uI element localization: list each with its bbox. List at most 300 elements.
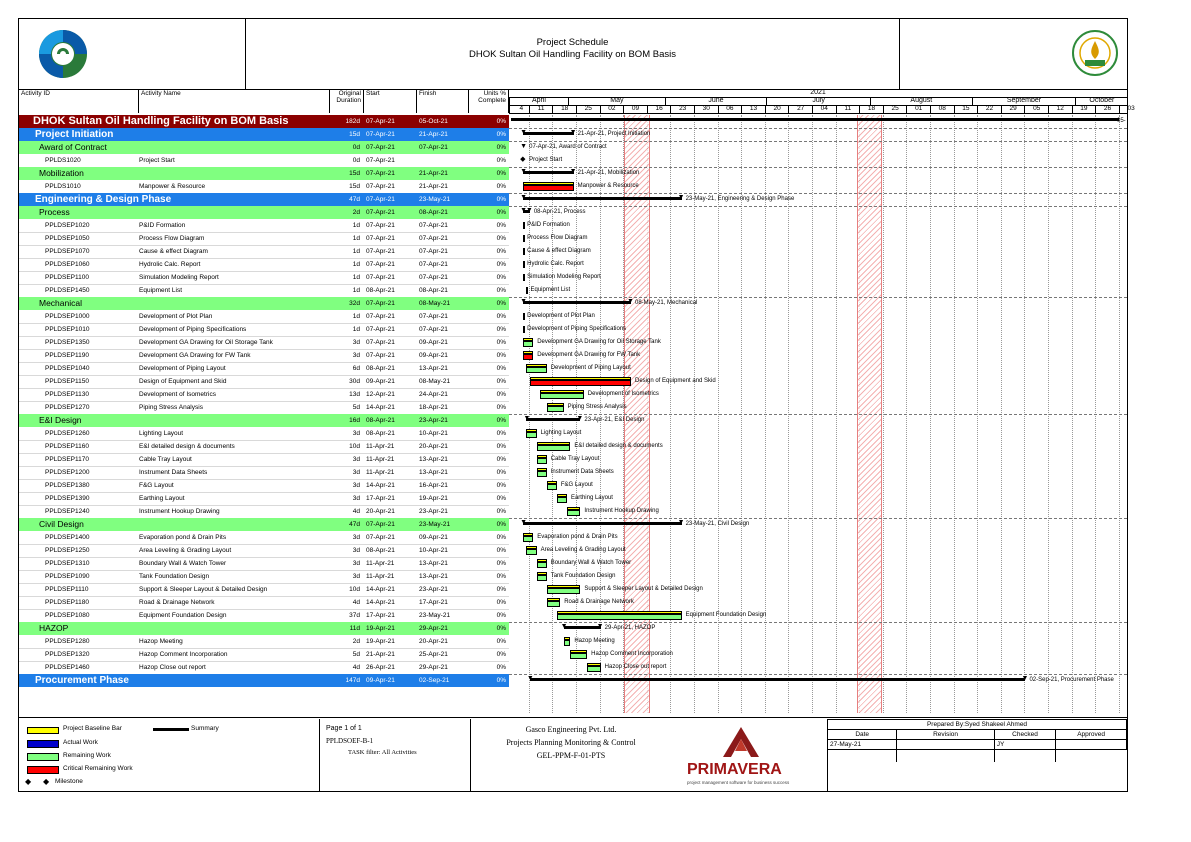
activity-row[interactable] [19, 596, 509, 610]
col-header-start[interactable]: Start [364, 89, 417, 113]
activity-name: Cause & effect Diagram [139, 248, 208, 255]
activity-duration: 1d [352, 313, 360, 320]
th-checked: Checked [994, 730, 1056, 740]
activity-id: PPLDSEP1010 [45, 326, 90, 333]
activity-pct: 0% [496, 456, 506, 463]
summary-end-cap: ▼ [677, 194, 685, 201]
activity-name: E&I detailed design & documents [139, 443, 235, 450]
activity-bar [537, 445, 571, 451]
summary-start-cap: ▼ [520, 194, 528, 201]
col-header-duration[interactable]: Original Duration [330, 89, 364, 113]
timescale-week: 05 [1024, 105, 1048, 113]
activity-finish: 10-Apr-21 [419, 547, 448, 554]
activity-row[interactable] [19, 375, 509, 389]
gantt-bar-label: Cable Tray Layout [550, 456, 600, 462]
legend-actual-label: Actual Work [63, 739, 98, 746]
activity-finish: 13-Apr-21 [419, 560, 448, 567]
activity-bar [557, 497, 567, 503]
summary-start-cap: ▼ [520, 168, 528, 175]
activity-start: 14-Apr-21 [366, 404, 395, 411]
activity-id: PPLDSEP1450 [45, 287, 90, 294]
layout-code: PPLDSOEF-B-1 [326, 737, 374, 745]
company-name: Gasco Engineering Pvt. Ltd. [525, 725, 617, 734]
activity-name: Hazop Close out report [139, 664, 206, 671]
activity-finish: 23-Apr-21 [419, 586, 448, 593]
activity-row[interactable] [19, 609, 509, 623]
activity-id: Project Initiation [35, 129, 114, 140]
activity-finish: 25-Apr-21 [419, 651, 448, 658]
timescale-week: 15 [954, 105, 978, 113]
activity-pct: 0% [496, 547, 506, 554]
activity-row[interactable] [19, 323, 509, 337]
gantt-bar-label: Simulation Modeling Report [527, 274, 601, 280]
gantt-bar-label: 29-Apr-21, HAZOP [604, 625, 656, 631]
wbs-row[interactable] [19, 128, 509, 141]
activity-id: PPLDSEP1350 [45, 339, 90, 346]
gantt-bar-label: 08-May-21, Mechanical [635, 300, 698, 306]
th-revision: Revision [897, 730, 994, 740]
activity-pct: 0% [496, 300, 506, 307]
activity-start: 11-Apr-21 [366, 573, 395, 580]
activity-finish: 07-Apr-21 [419, 261, 448, 268]
summary-bar [523, 132, 574, 135]
ppl-seal-icon [1071, 29, 1119, 77]
activity-bar [523, 536, 533, 542]
summary-end-cap: ▼ [569, 168, 577, 175]
summary-end-cap: ▼ [627, 298, 634, 305]
gantt-bar-label: Earthing Layout [570, 495, 613, 501]
legend-baseline-swatch [27, 727, 59, 734]
gantt-bar-label: Cause & effect Diagram [527, 248, 591, 254]
timescale-week: 11 [529, 105, 553, 113]
activity-duration: 4d [352, 508, 360, 515]
activity-pct: 0% [496, 378, 506, 385]
timescale-month: August [870, 97, 971, 105]
activity-id: Engineering & Design Phase [35, 194, 172, 205]
activity-finish: 21-Apr-21 [419, 131, 448, 138]
gantt-chart [509, 115, 1127, 713]
activity-finish: 07-Apr-21 [419, 326, 448, 333]
activity-id: Mobilization [39, 168, 84, 178]
activity-bar [523, 274, 525, 281]
activity-name: Development of Plot Plan [139, 313, 213, 320]
activity-pct: 0% [496, 625, 506, 632]
timescale-year: 2021 [509, 89, 1127, 98]
activity-start: 08-Apr-21 [366, 430, 395, 437]
activity-start: 09-Apr-21 [366, 378, 395, 385]
activity-finish: 09-Apr-21 [419, 352, 448, 359]
gantt-bar-label: Area Leveling & Grading Layout [540, 547, 626, 553]
activity-row[interactable] [19, 544, 509, 558]
activity-bar [523, 261, 525, 268]
activity-start: 14-Apr-21 [366, 599, 395, 606]
activity-finish: 21-Apr-21 [419, 183, 448, 190]
gantt-bar-label: Process Flow Diagram [527, 235, 588, 241]
gantt-bar-label: 08-Apr-21, Process [533, 209, 586, 215]
activity-finish: 29-Apr-21 [419, 625, 448, 632]
activity-id: PPLDSEP1270 [45, 404, 90, 411]
activity-row[interactable] [19, 284, 509, 298]
activity-row[interactable] [19, 453, 509, 467]
activity-start: 21-Apr-21 [366, 651, 395, 658]
col-header-id[interactable]: Activity ID [19, 89, 139, 113]
timescale-week: 19 [1072, 105, 1096, 113]
activity-start: 07-Apr-21 [366, 144, 395, 151]
activity-id: Award of Contract [39, 142, 107, 152]
activity-start: 09-Apr-21 [366, 677, 395, 684]
legend-critical-swatch [27, 766, 59, 774]
project-row[interactable] [19, 115, 509, 128]
activity-pct: 0% [496, 170, 506, 177]
activity-pct: 0% [496, 235, 506, 242]
activity-finish: 08-May-21 [419, 378, 451, 385]
activity-start: 07-Apr-21 [366, 326, 395, 333]
timescale-week: 12 [1048, 105, 1072, 113]
activity-name: Design of Equipment and Skid [139, 378, 227, 385]
activity-row[interactable] [19, 583, 509, 597]
activity-pct: 0% [496, 248, 506, 255]
activity-row[interactable] [19, 219, 509, 233]
activity-duration: 1d [352, 287, 360, 294]
primavera-brand: PRIMAVERA [687, 761, 782, 778]
activity-name: Instrument Data Sheets [139, 469, 208, 476]
task-filter: TASK filter: All Activities [348, 749, 417, 756]
activity-start: 07-Apr-21 [366, 196, 395, 203]
activity-pct: 0% [496, 417, 506, 424]
activity-row[interactable] [19, 492, 509, 506]
activity-start: 11-Apr-21 [366, 560, 395, 567]
activity-pct: 0% [496, 638, 506, 645]
activity-row[interactable] [19, 258, 509, 272]
activity-start: 07-Apr-21 [366, 248, 395, 255]
activity-id: PPLDSEP1070 [45, 248, 90, 255]
activity-pct: 0% [496, 209, 506, 216]
activity-start: 20-Apr-21 [366, 508, 395, 515]
activity-row[interactable] [19, 349, 509, 363]
activity-id: PPLDS1010 [45, 183, 81, 190]
wbs-row[interactable] [19, 167, 509, 180]
activity-start: 19-Apr-21 [366, 625, 395, 632]
activity-name: Evaporation pond & Drain Pits [139, 534, 227, 541]
wbs-row[interactable] [19, 414, 509, 427]
th-approved: Approved [1056, 730, 1127, 740]
activity-start: 07-Apr-21 [366, 274, 395, 281]
activity-finish: 18-Apr-21 [419, 404, 448, 411]
activity-name: F&G Layout [139, 482, 174, 489]
activity-finish: 02-Sep-21 [419, 677, 450, 684]
activity-id: PPLDSEP1090 [45, 573, 90, 580]
activity-start: 07-Apr-21 [366, 209, 395, 216]
activity-finish: 09-Apr-21 [419, 339, 448, 346]
summary-end-cap: ▼ [596, 623, 604, 630]
activity-duration: 147d [345, 677, 360, 684]
wbs-row[interactable] [19, 297, 509, 310]
activity-bar [587, 666, 600, 672]
gantt-bar-label: Hazop Comment Incorporation [591, 651, 673, 657]
legend-remaining-label: Remaining Work [63, 752, 111, 759]
activity-duration: 1d [352, 235, 360, 242]
gantt-bar-label: Design of Equipment and Skid [635, 378, 716, 384]
activity-start: 07-Apr-21 [366, 235, 395, 242]
gantt-bar-label: 23-May-21, Civil Design [685, 521, 750, 527]
activity-pct: 0% [496, 560, 506, 567]
activity-pct: 0% [496, 612, 506, 619]
activity-pct: 0% [496, 469, 506, 476]
gridline-group [509, 141, 1127, 142]
col-header-finish[interactable]: Finish [417, 89, 469, 113]
milestone-diamond-icon: ◆ [520, 156, 526, 163]
activity-bar [523, 341, 533, 347]
activity-row[interactable] [19, 570, 509, 584]
activity-name: Cable Tray Layout [139, 456, 192, 463]
gantt-bar-label: Piping Stress Analysis [567, 404, 627, 410]
title-line-1: Project Schedule [536, 37, 609, 48]
activity-duration: 47d [349, 521, 360, 528]
gantt-bar-label: Hydrolic Calc. Report [527, 261, 584, 267]
activity-pct: 0% [496, 157, 506, 164]
activity-pct: 0% [496, 144, 506, 151]
timescale-week: 29 [1001, 105, 1025, 113]
activity-bar [547, 484, 557, 490]
activity-duration: 4d [352, 599, 360, 606]
activity-name: Development of Isometrics [139, 391, 216, 398]
activity-start: 07-Apr-21 [366, 313, 395, 320]
wbs-row[interactable] [19, 141, 509, 154]
form-number: GEL-PPM-F-01-PTS [536, 751, 606, 760]
activity-finish: 13-Apr-21 [419, 469, 448, 476]
gantt-bar-label: P&ID Formation [527, 222, 570, 228]
activity-bar [523, 185, 574, 191]
activity-row[interactable] [19, 310, 509, 324]
activity-bar [523, 248, 525, 255]
wbs-row[interactable] [19, 622, 509, 635]
timescale-week: 22 [977, 105, 1001, 113]
activity-row[interactable] [19, 505, 509, 519]
activity-row[interactable] [19, 466, 509, 480]
activity-id: PPLDSEP1200 [45, 469, 90, 476]
activity-bar [526, 287, 528, 294]
summary-bar [511, 118, 1119, 121]
activity-row[interactable] [19, 362, 509, 376]
activity-name: Earthing Layout [139, 495, 185, 502]
gantt-bar-label: Evaporation pond & Drain Pits [537, 534, 618, 540]
summary-end-cap: ▼ [525, 207, 533, 214]
timescale-month: April [509, 97, 568, 105]
activity-bar [557, 614, 682, 620]
col-header-name[interactable]: Activity Name [139, 89, 330, 113]
company-logo-right [901, 19, 1127, 89]
timescale-week: 01 [906, 105, 930, 113]
activity-bar [530, 380, 631, 386]
wbs-row[interactable] [19, 206, 509, 219]
wbs-row[interactable] [19, 193, 509, 206]
gantt-bar-label: Tank Foundation Design [550, 573, 616, 579]
activity-name: Hazop Comment Incorporation [139, 651, 228, 658]
activity-finish: 21-Apr-21 [419, 170, 448, 177]
activity-pct: 0% [496, 261, 506, 268]
activity-row[interactable] [19, 661, 509, 675]
gantt-bar-label: E&I detailed design & documents [574, 443, 663, 449]
activity-id: Mechanical [39, 298, 82, 308]
activity-duration: 4d [352, 664, 360, 671]
gantt-bar-label: Development of Piping Layout [550, 365, 631, 371]
activity-row[interactable] [19, 388, 509, 402]
activity-id: Process [39, 207, 70, 217]
activity-row[interactable] [19, 648, 509, 662]
activity-start: 19-Apr-21 [366, 638, 395, 645]
activity-id: PPLDSEP1390 [45, 495, 90, 502]
activity-pct: 0% [496, 651, 506, 658]
page-header [19, 19, 1127, 90]
activity-finish: 23-Apr-21 [419, 417, 448, 424]
th-date: Date [828, 730, 897, 740]
activity-duration: 30d [349, 378, 360, 385]
activity-finish: 07-Apr-21 [419, 248, 448, 255]
activity-id: PPLDSEP1250 [45, 547, 90, 554]
activity-start: 07-Apr-21 [366, 352, 395, 359]
activity-row[interactable] [19, 401, 509, 415]
milestone-diamond-icon: ▼ [520, 143, 528, 150]
gantt-bar-label: Project Start [529, 157, 563, 163]
summary-bar [526, 418, 580, 421]
activity-bar [540, 393, 584, 399]
activity-duration: 0d [352, 157, 360, 164]
activity-duration: 1d [352, 274, 360, 281]
activity-bar [526, 367, 546, 373]
primavera-mark-icon [721, 725, 761, 759]
prepared-by: Prepared By:Syed Shakeel Ahmed [828, 720, 1127, 730]
gantt-bar-label: 05- [1117, 118, 1126, 124]
activity-pct: 0% [496, 573, 506, 580]
activity-row[interactable] [19, 557, 509, 571]
activity-start: 07-Apr-21 [366, 131, 395, 138]
activity-pct: 0% [496, 495, 506, 502]
activity-row[interactable] [19, 180, 509, 194]
activity-duration: 3d [352, 547, 360, 554]
activity-row[interactable] [19, 635, 509, 649]
activity-finish: 10-Apr-21 [419, 430, 448, 437]
timescale-month: June [665, 97, 766, 105]
activity-duration: 3d [352, 456, 360, 463]
timescale-week: 06 [718, 105, 742, 113]
activity-name: Tank Foundation Design [139, 573, 210, 580]
col-header-pct[interactable]: Units % Complete [469, 89, 509, 113]
activity-duration: 3d [352, 339, 360, 346]
timescale-weeks [509, 105, 1135, 113]
activity-duration: 16d [349, 417, 360, 424]
summary-bar [523, 197, 681, 200]
milestone-diamond-icon: ◆ [25, 777, 32, 786]
activity-start: 07-Apr-21 [366, 300, 395, 307]
wbs-row[interactable] [19, 518, 509, 531]
summary-bar [523, 301, 631, 304]
activity-start: 11-Apr-21 [366, 443, 395, 450]
wbs-row[interactable] [19, 674, 509, 687]
activity-bar [537, 458, 547, 464]
activity-start: 08-Apr-21 [366, 417, 395, 424]
activity-row[interactable] [19, 427, 509, 441]
legend-critical-label: Critical Remaining Work [63, 765, 133, 772]
activity-duration: 3d [352, 430, 360, 437]
activity-row[interactable] [19, 245, 509, 259]
activity-name: Development of Piping Specifications [139, 326, 247, 333]
timescale-month: September [972, 97, 1076, 105]
activity-duration: 5d [352, 651, 360, 658]
activity-name: Project Start [139, 157, 175, 164]
activity-row[interactable] [19, 479, 509, 493]
activity-row[interactable] [19, 271, 509, 285]
activity-pct: 0% [496, 222, 506, 229]
summary-start-cap: ▼ [520, 129, 528, 136]
activity-finish: 20-Apr-21 [419, 638, 448, 645]
activity-start: 07-Apr-21 [366, 183, 395, 190]
activity-id: PPLDSEP1460 [45, 664, 90, 671]
gantt-bar-label: Development GA Drawing for Oil Storage Tank [537, 339, 661, 345]
summary-start-cap: ▼ [520, 298, 528, 305]
activity-duration: 2d [352, 638, 360, 645]
activity-bar [537, 471, 547, 477]
activity-id: PPLDSEP1280 [45, 638, 90, 645]
activity-bar [547, 588, 581, 594]
timescale-week: 25 [576, 105, 600, 113]
summary-bar [523, 171, 574, 174]
primavera-tagline: project management software for business success [687, 780, 790, 785]
gridline-group [509, 518, 1127, 519]
gantt-bar-label: Manpower & Resource [577, 183, 639, 189]
activity-duration: 3d [352, 534, 360, 541]
summary-end-cap: ▼ [1021, 675, 1029, 682]
activity-row[interactable] [19, 154, 509, 168]
activity-id: PPLDSEP1100 [45, 274, 89, 281]
activity-bar [537, 562, 547, 568]
signoff-date: 27-May-21 [828, 740, 897, 750]
activity-duration: 15d [349, 183, 360, 190]
activity-duration: 3d [352, 469, 360, 476]
summary-end-cap: ▼ [569, 129, 577, 136]
activity-name: P&ID Formation [139, 222, 186, 229]
activity-id: PPLDSEP1240 [45, 508, 90, 515]
activity-row[interactable] [19, 531, 509, 545]
summary-start-cap: ▼ [526, 675, 534, 682]
activity-finish: 05-Oct-21 [419, 118, 448, 125]
activity-id: PPLDSEP1400 [45, 534, 90, 541]
timescale-week: 30 [694, 105, 718, 113]
activity-finish: 13-Apr-21 [419, 365, 448, 372]
activity-row[interactable] [19, 440, 509, 454]
activity-row[interactable] [19, 336, 509, 350]
activity-start: 07-Apr-21 [366, 521, 395, 528]
activity-row[interactable] [19, 232, 509, 246]
activity-duration: 6d [352, 365, 360, 372]
activity-name: Instrument Hookup Drawing [139, 508, 220, 515]
activity-bar [523, 313, 525, 320]
activity-duration: 1d [352, 326, 360, 333]
department: Projects Planning Monitoring & Control [506, 738, 636, 747]
gridline-group [509, 414, 1127, 415]
activity-pct: 0% [496, 196, 506, 203]
timescale-week: 4 [509, 105, 533, 113]
summary-start-cap: ▼ [520, 519, 528, 526]
activity-finish: 09-Apr-21 [419, 534, 448, 541]
activity-duration: 3d [352, 573, 360, 580]
legend-area [19, 719, 320, 791]
gantt-bar-label: Lighting Layout [540, 430, 582, 436]
activity-finish: 07-Apr-21 [419, 274, 448, 281]
activity-duration: 1d [352, 261, 360, 268]
activity-name: Process Flow Diagram [139, 235, 205, 242]
gantt-bar-label: 21-Apr-21, Project Initiation [577, 131, 651, 137]
gridline-group [509, 297, 1127, 298]
